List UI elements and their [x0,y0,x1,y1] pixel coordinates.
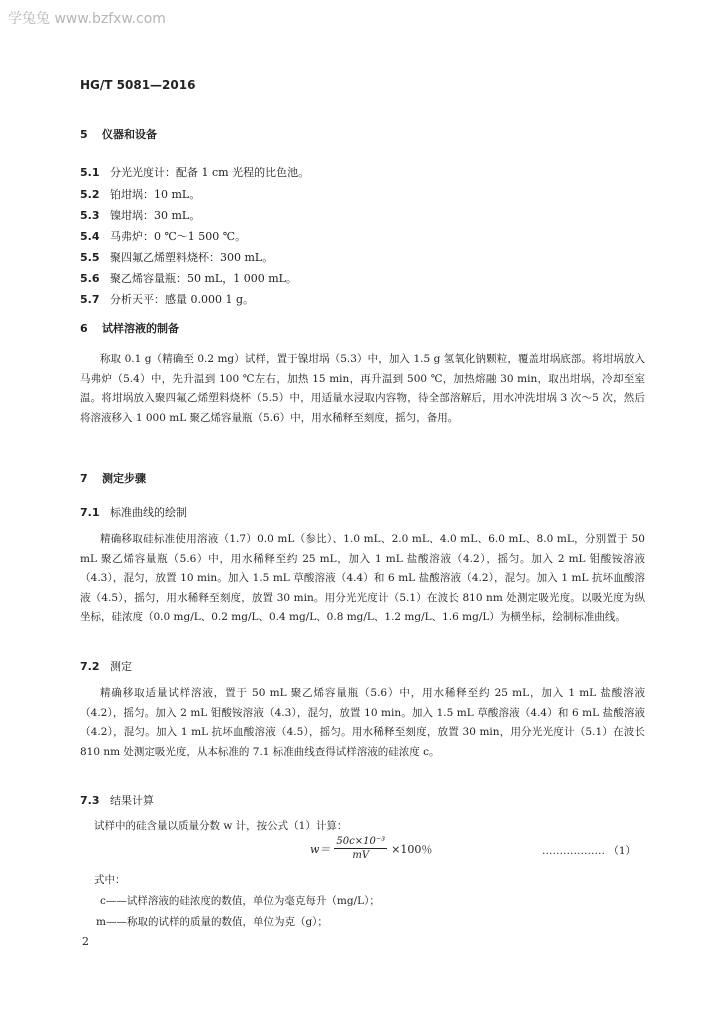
formula-1 [310,836,432,861]
item-number: 5.7 [80,293,100,306]
subsection-7-1-paragraph: 精确移取硅标准使用溶液（1.7）0.0 mL（参比）、1.0 mL、2.0 mL、4.0 mL、6.0 mL、8.0 mL，分别置于 50 mL 聚乙烯容量瓶（5.6）中，用水稀释至约 25 mL，加入 1 mL 盐酸溶液（4.2），摇匀。加入 2 mL 钼酸铵溶液（4.3），混匀，放置 10 min。加入 1.5 mL 草酸溶液（4.4）和 6 mL 盐酸溶液（4.2），混匀。加入 1 mL 抗坏血酸溶液（4.5），摇匀，用水稀释至刻度，放置 30 min。用分光光度计（5.1）在波长 810 nm 处测定吸光度。以吸光度为纵坐标，硅浓度（0.0 mg/L、0.2 mg/L、0.4 mg/L、0.8 mg/L、1.2 mg/L、1.6 mg/L）为横坐标，绘制标准曲线。 [80,533,645,623]
formula-rhs: ×100％ [391,842,433,856]
formula-lhs: w＝ [310,842,331,856]
subsection-7-2-paragraph: 精确移取适量试样溶液，置于 50 mL 聚乙烯容量瓶（5.6）中，用水稀释至约 25 mL，加入 1 mL 盐酸溶液（4.2），摇匀。加入 2 mL 钼酸铵溶液（4.3），混匀，放置 10 min。加入 1.5 mL 草酸溶液（4.4）和 6 mL 盐酸溶液（4.2），混匀。加入 1 mL 抗坏血酸溶液（4.5），摇匀。用水稀释至刻度，放置 30 min，用分光光度计（5.1）在波长 810 nm 处测定吸光度，从本标准的 7.1 标准曲线查得试样溶液的硅浓度 c。 [80,687,645,758]
formula-fraction [334,836,387,861]
item-text: 镍坩埚：30 mL。 [110,209,201,222]
item-number: 5.4 [80,230,100,243]
section-6-paragraph: 称取 0.1 g（精确至 0.2 mg）试样，置于镍坩埚（5.3）中，加入 1.5 g 氢氧化钠颗粒，覆盖坩埚底部。将坩埚放入马弗炉（5.4）中，先升温到 100 ℃左右，加热 15 min，再升温到 500 ℃，加热熔融 30 min，取出坩埚，冷却至室温。将坩埚放入聚四氟乙烯塑料烧杯（5.5）中，用适量水浸取内容物，待全部溶解后，用水冲洗坩埚 3 次～5 次，然后将溶液移入 1 000 mL 聚乙烯容量瓶（5.6）中，用水稀释至刻度，摇匀，备用。 [80,353,645,424]
section-6-heading [80,320,179,336]
calculation-intro: 试样中的硅含量以质量分数 w 计，按公式（1）计算： [94,820,348,832]
section-5-heading [80,126,157,142]
item-number: 5.6 [80,272,100,285]
list-item [80,249,273,265]
subsection-7-2-heading [80,658,132,674]
subsection-title: 标准曲线的绘制 [110,506,187,519]
page-number: 2 [82,935,89,948]
equation-number: ……………… （1） [542,845,637,857]
list-item [80,186,200,202]
formula-numerator: 50c×10⁻³ [336,836,386,847]
section-title: 测定步骤 [102,472,146,485]
list-item [80,291,254,307]
item-text: 聚四氟乙烯塑料烧杯：300 mL。 [110,251,274,264]
watermark: 学兔兔 www.bzfxw.com [8,11,166,27]
list-item [80,228,246,244]
formula-denominator: mV [352,850,370,861]
subsection-title: 结果计算 [110,794,154,807]
variable-definition: m——称取的试样的质量的数值，单位为克（g）； [96,916,328,928]
item-number: 5.2 [80,188,100,201]
list-item [80,164,309,180]
standard-code-header: HG/T 5081—2016 [80,78,196,92]
item-text: 分析天平：感量 0.000 1 g。 [110,293,255,306]
subsection-number: 7.2 [80,660,100,673]
item-text: 马弗炉：0 ℃～1 500 ℃。 [110,230,247,243]
subsection-7-1-heading [80,504,187,520]
item-text: 铂坩埚：10 mL。 [110,188,201,201]
item-number: 5.1 [80,166,100,179]
section-title: 试样溶液的制备 [102,322,179,335]
subsection-7-3-heading [80,792,154,808]
item-number: 5.3 [80,209,100,222]
section-7-heading [80,470,146,486]
where-label: 式中： [94,874,126,886]
subsection-title: 测定 [110,660,132,673]
list-item [80,207,200,223]
item-number: 5.5 [80,251,100,264]
list-item [80,270,297,286]
subsection-number: 7.3 [80,794,100,807]
variable-definition: c——试样溶液的硅浓度的数值，单位为毫克每升（mg/L）； [100,895,380,907]
section-number: 5 [80,128,88,141]
section-number: 7 [80,472,88,485]
section-title: 仪器和设备 [102,128,157,141]
item-text: 聚乙烯容量瓶：50 mL，1 000 mL。 [110,272,297,285]
section-number: 6 [80,322,88,335]
subsection-number: 7.1 [80,506,100,519]
item-text: 分光光度计：配备 1 cm 光程的比色池。 [110,166,310,179]
